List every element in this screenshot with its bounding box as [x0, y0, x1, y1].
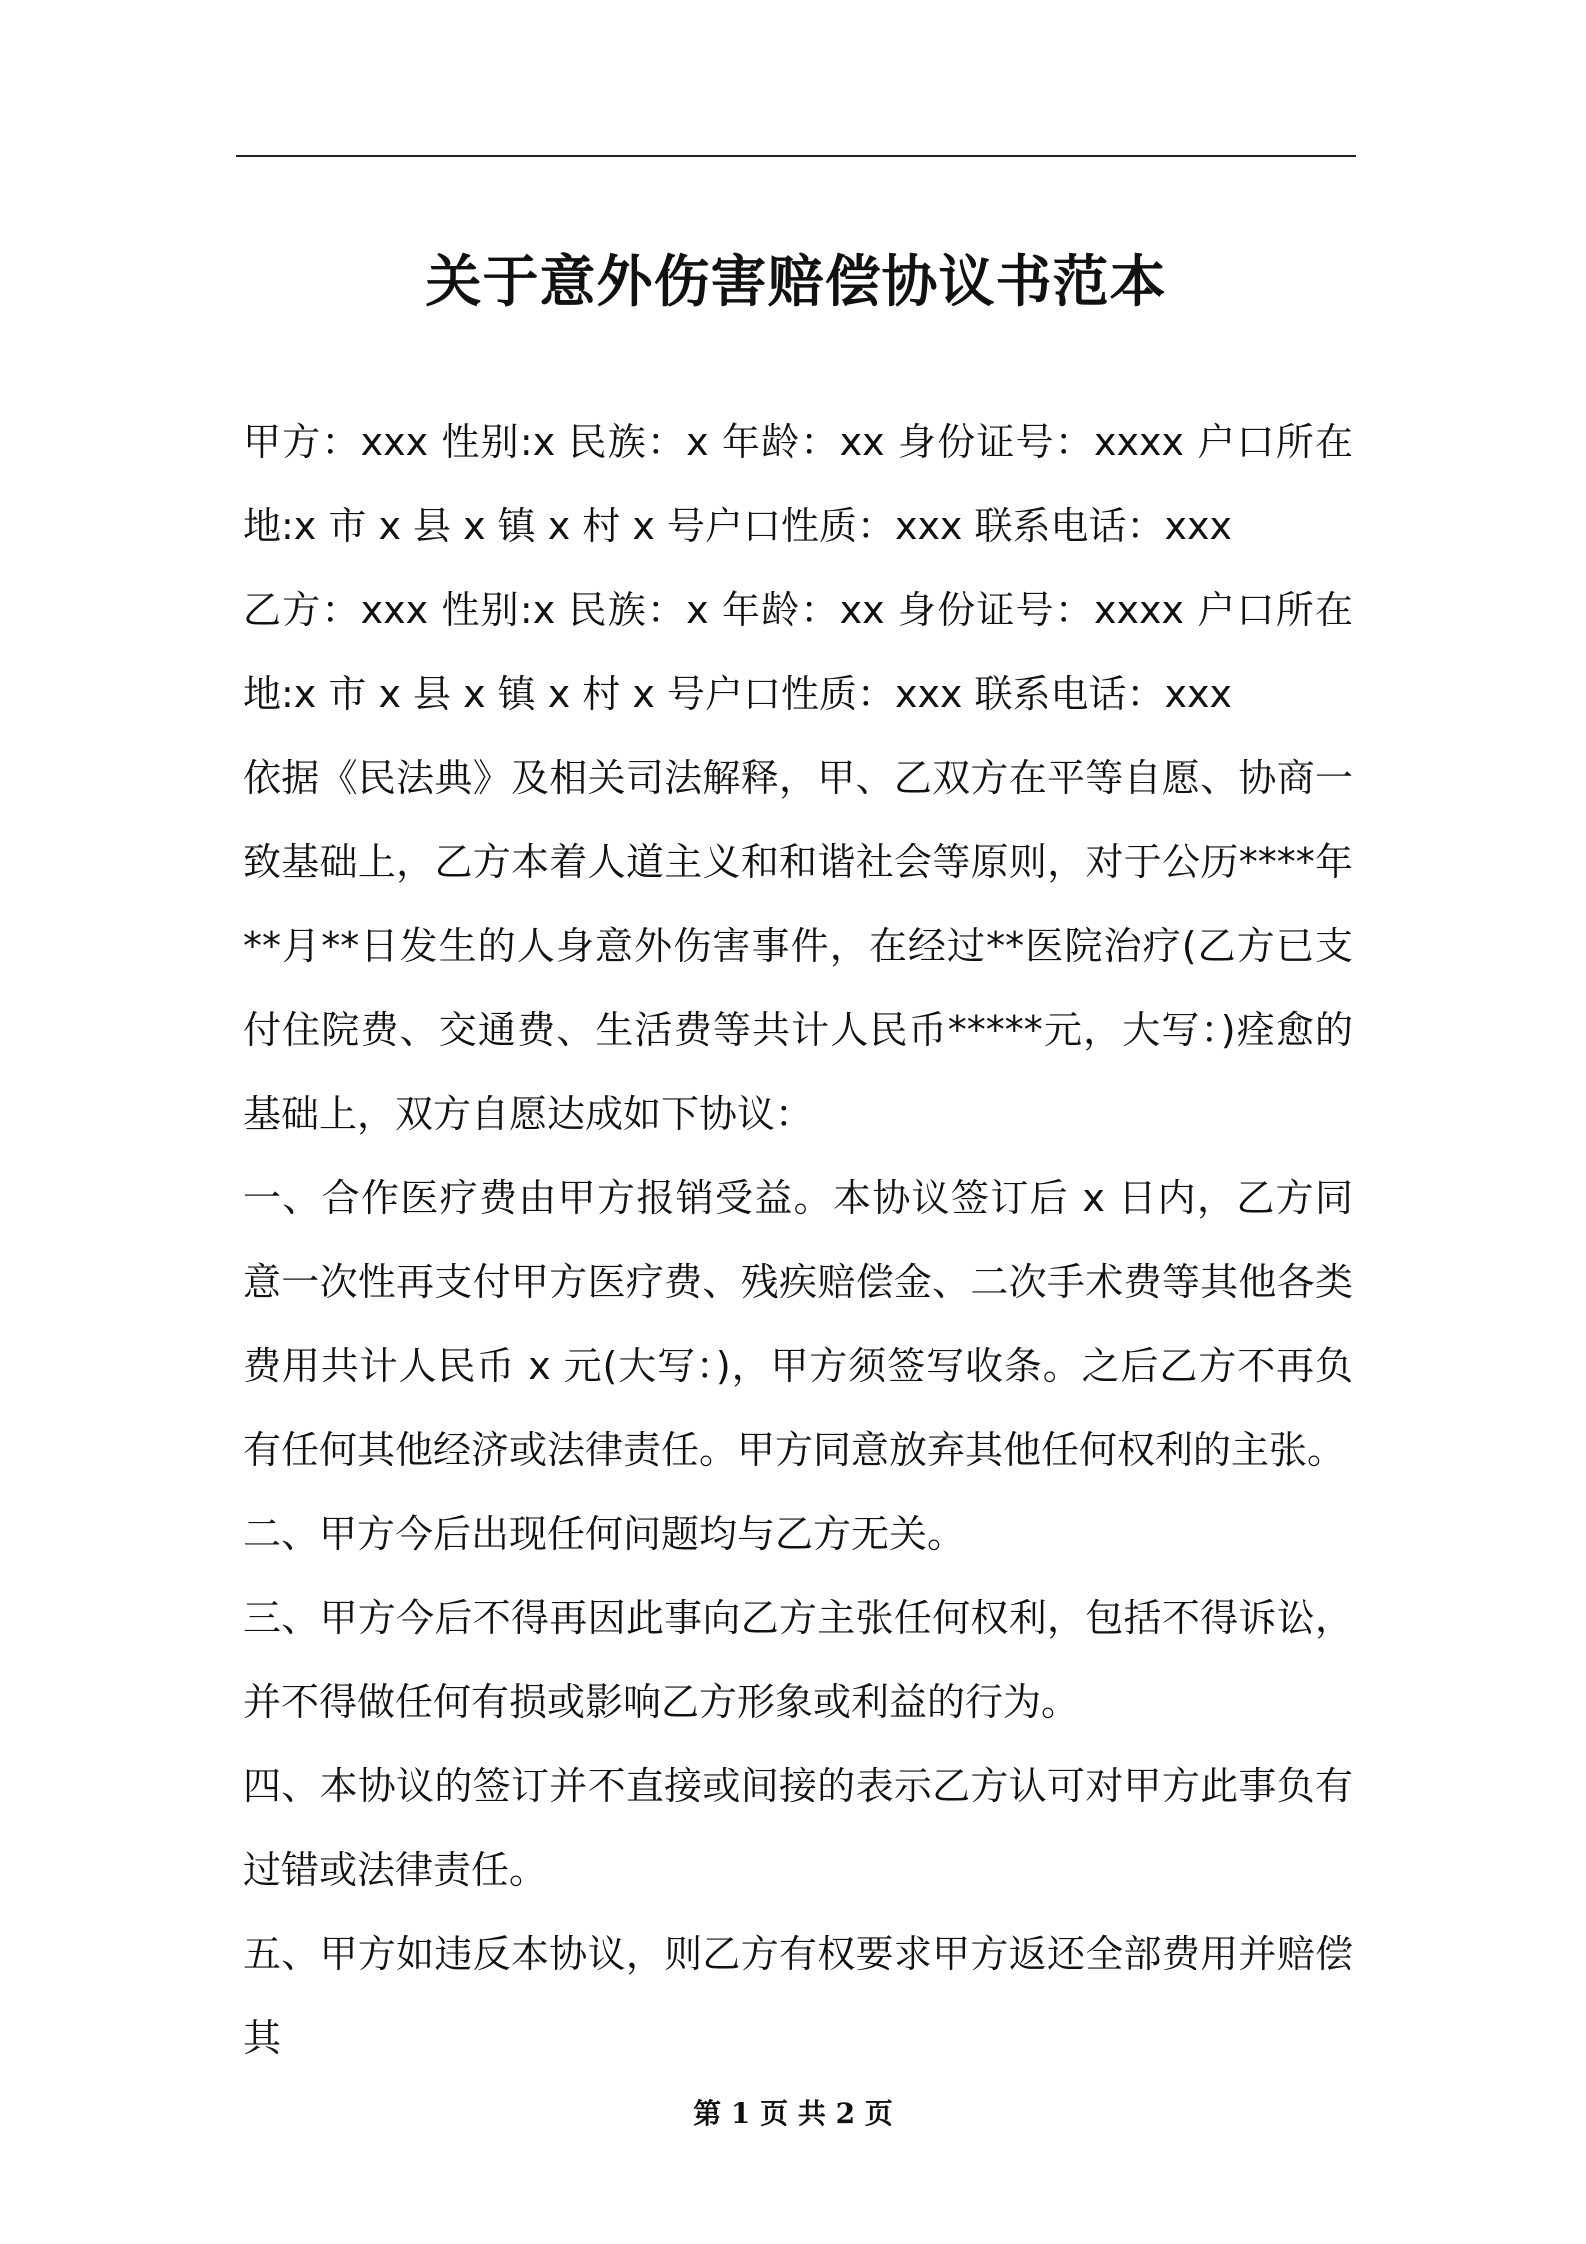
clause-1-paragraph: 一、合作医疗费由甲方报销受益。本协议签订后 x 日内，乙方同意一次性再支付甲方医疗费、残疾赔偿金、二次手术费等其他各类费用共计人民币 x 元(大写：)，甲方须签写收条。之后乙方不再负有任何其他经济或法律责任。甲方同意放弃其他任何权利的主张。 — [243, 1176, 1353, 1472]
party-b-paragraph: 乙方：xxx 性别:x 民族：x 年龄：xx 身份证号：xxxx 户口所在地:x 市 x 县 x 镇 x 村 x 号户口性质：xxx 联系电话：xxx — [243, 588, 1353, 716]
header-divider — [236, 155, 1356, 157]
preamble-paragraph: 依据《民法典》及相关司法解释，甲、乙双方在平等自愿、协商一致基础上，乙方本着人道主义和和谐社会等原则，对于公历****年**月**日发生的人身意外伤害事件，在经过**医院治疗(乙方已支付住院费、交通费、生活费等共计人民币*****元，大写：)痊愈的基础上，双方自愿达成如下协议： — [243, 756, 1353, 1136]
party-a-paragraph: 甲方：xxx 性别:x 民族：x 年龄：xx 身份证号：xxxx 户口所在地:x 市 x 县 x 镇 x 村 x 号户口性质：xxx 联系电话：xxx — [243, 420, 1353, 548]
document-body — [243, 400, 1353, 2080]
clause-2-paragraph: 二、甲方今后出现任何问题均与乙方无关。 — [243, 1512, 966, 1556]
clause-4-paragraph: 四、本协议的签订并不直接或间接的表示乙方认可对甲方此事负有过错或法律责任。 — [243, 1764, 1353, 1892]
page-title: 关于意外伤害赔偿协议书范本 — [425, 249, 1167, 315]
clause-5-paragraph: 五、甲方如违反本协议，则乙方有权要求甲方返还全部费用并赔偿其 — [243, 1932, 1353, 2060]
page-number-footer: 第 1 页 共 2 页 — [693, 2097, 893, 2130]
clause-3-paragraph: 三、甲方今后不得再因此事向乙方主张任何权利，包括不得诉讼，并不得做任何有损或影响乙方形象或利益的行为。 — [243, 1596, 1353, 1724]
